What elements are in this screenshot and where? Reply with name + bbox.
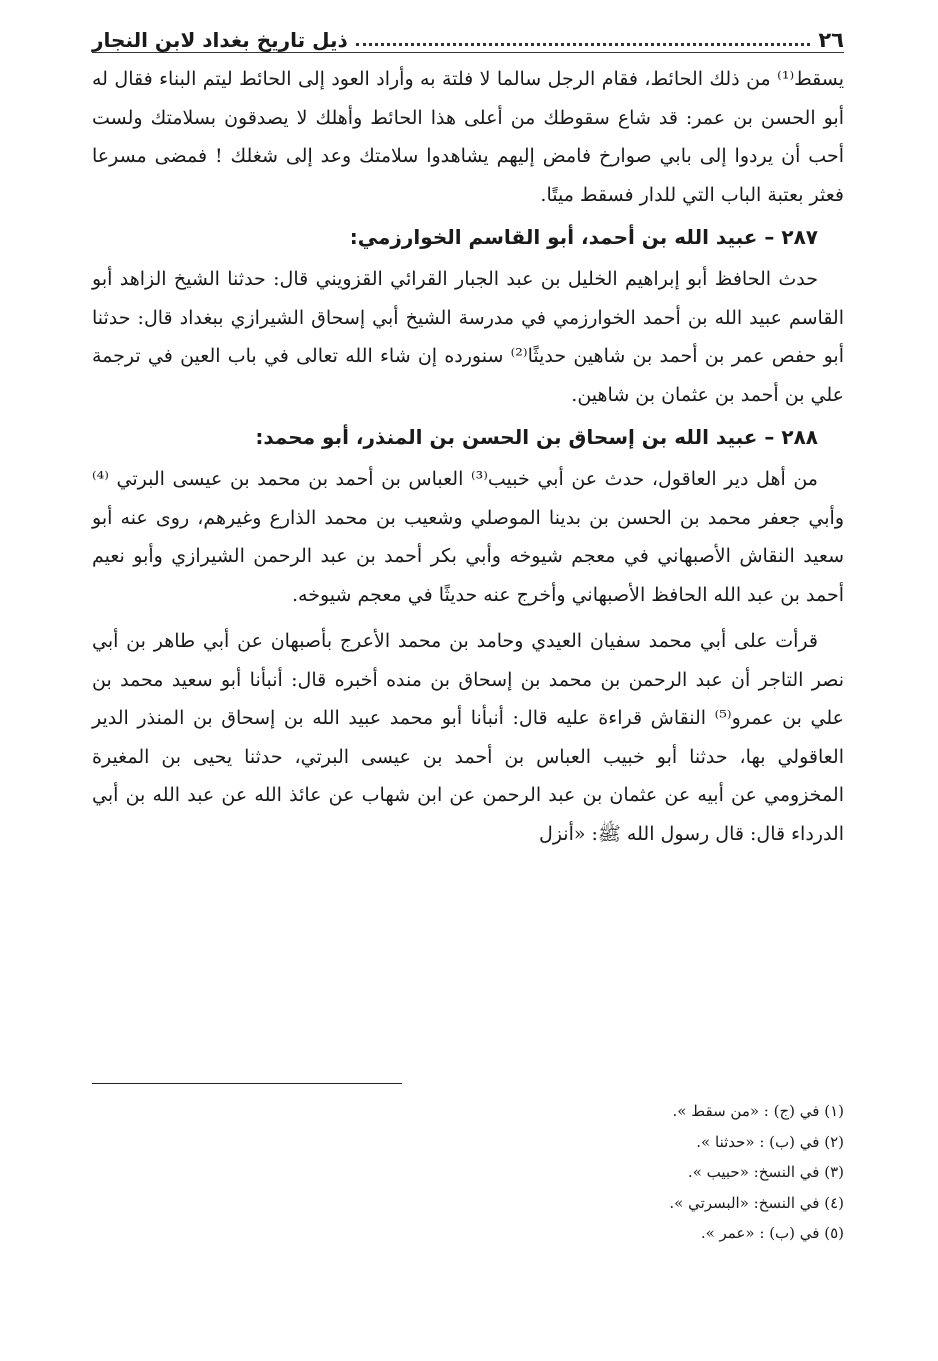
entry-heading-288: ٢٨٨ – عبيد الله بن إسحاق بن الحسن بن المنذر، أبو محمد: bbox=[255, 425, 818, 449]
paragraph-continuation: يسقط⁽¹⁾ من ذلك الحائط، فقام الرجل سالما لا فلتة به وأراد العود إلى الحائط ليتم البناء فقال له أبو الحسن بن عمر: قد شاع سقوطك من أعلى هذا الحائط وأهلك لا يصدقون بسلامتك ولست أحب أن يردوا إلى بابي صوارخ فامض إليهم يشاهدوا سلامتك وعد إلى شغلك ! فمضى مسرعا فعثر بعتبة الباب التي للدار فسقط ميتًا. bbox=[92, 68, 844, 206]
footnote-list bbox=[92, 1096, 844, 1249]
footnote-5: (٥) في (ب) : «عمر ». bbox=[700, 1224, 844, 1242]
footnotes-section bbox=[92, 1083, 844, 1249]
running-title: ذيل تاريخ بغداد لابن النجار bbox=[92, 28, 348, 52]
page-body bbox=[92, 60, 844, 853]
running-header bbox=[92, 22, 844, 53]
footnote-divider bbox=[92, 1083, 402, 1084]
footnote-3: (٣) في النسخ: «حبيب ». bbox=[687, 1163, 844, 1181]
footnote-2: (٢) في (ب) : «حدثنا ». bbox=[696, 1132, 844, 1151]
footnote-1: (١) في (ج) : «من سقط ». bbox=[672, 1102, 844, 1120]
page-number: ٢٦ bbox=[818, 28, 844, 52]
entry-heading-287: ٢٨٧ – عبيد الله بن أحمد، أبو القاسم الخوارزمي: bbox=[349, 225, 818, 249]
footnote-4: (٤) في النسخ: «البسرتي ». bbox=[669, 1193, 844, 1212]
paragraph-entry-288-bio: من أهل دير العاقول، حدث عن أبي خبيب⁽³⁾ العباس بن أحمد بن محمد بن عيسى البرتي ⁽⁴⁾ وأبي جعفر محمد بن الحسن بن بدينا الموصلي وشعيب بن محمد الذارع وغيرهم، روى عنه أبو سعيد النقاش الأصبهاني في معجم شيوخه وأبي بكر أحمد بن عبد الرحمن الشيرازي وأبو نعيم أحمد بن عبد الله الحافظ الأصبهاني وأخرج عنه حديثًا في معجم شيوخه. bbox=[92, 468, 844, 606]
dotted-leader bbox=[356, 43, 811, 46]
paragraph-entry-288-isnad: قرأت على أبي محمد سفيان العيدي وحامد بن محمد الأعرج بأصبهان عن أبي طاهر بن أبي نصر التاجر أن عبد الرحمن بن محمد بن إسحاق بن منده أخبره قال: أنبأنا أبو سعيد محمد بن علي بن عمرو⁽⁵⁾ النقاش قراءة عليه قال: أنبأنا أبو محمد عبيد الله بن إسحاق بن المنذر الدير العاقولي بها، حدثنا أبو خبيب العباس بن أحمد بن عيسى البرتي، حدثنا يحيى بن المغيرة المخزومي عن أبيه عن عثمان بن عبد الرحمن عن ابن شهاب عن عائذ الله عن عبد الله بن أبي الدرداء قال: قال رسول الله ﷺ: «أنزل bbox=[92, 630, 844, 845]
paragraph-entry-287: حدث الحافظ أبو إبراهيم الخليل بن عبد الجبار القرائي القزويني قال: حدثنا الشيخ الزاهد أبو القاسم عبيد الله بن أحمد الخوارزمي في مدرسة الشيخ أبي إسحاق الشيرازي ببغداد قال: حدثنا أبو حفص عمر بن أحمد بن شاهين حديثًا⁽²⁾ سنورده إن شاء الله تعالى في باب العين في ترجمة علي بن أحمد بن عثمان بن شاهين. bbox=[92, 268, 844, 406]
